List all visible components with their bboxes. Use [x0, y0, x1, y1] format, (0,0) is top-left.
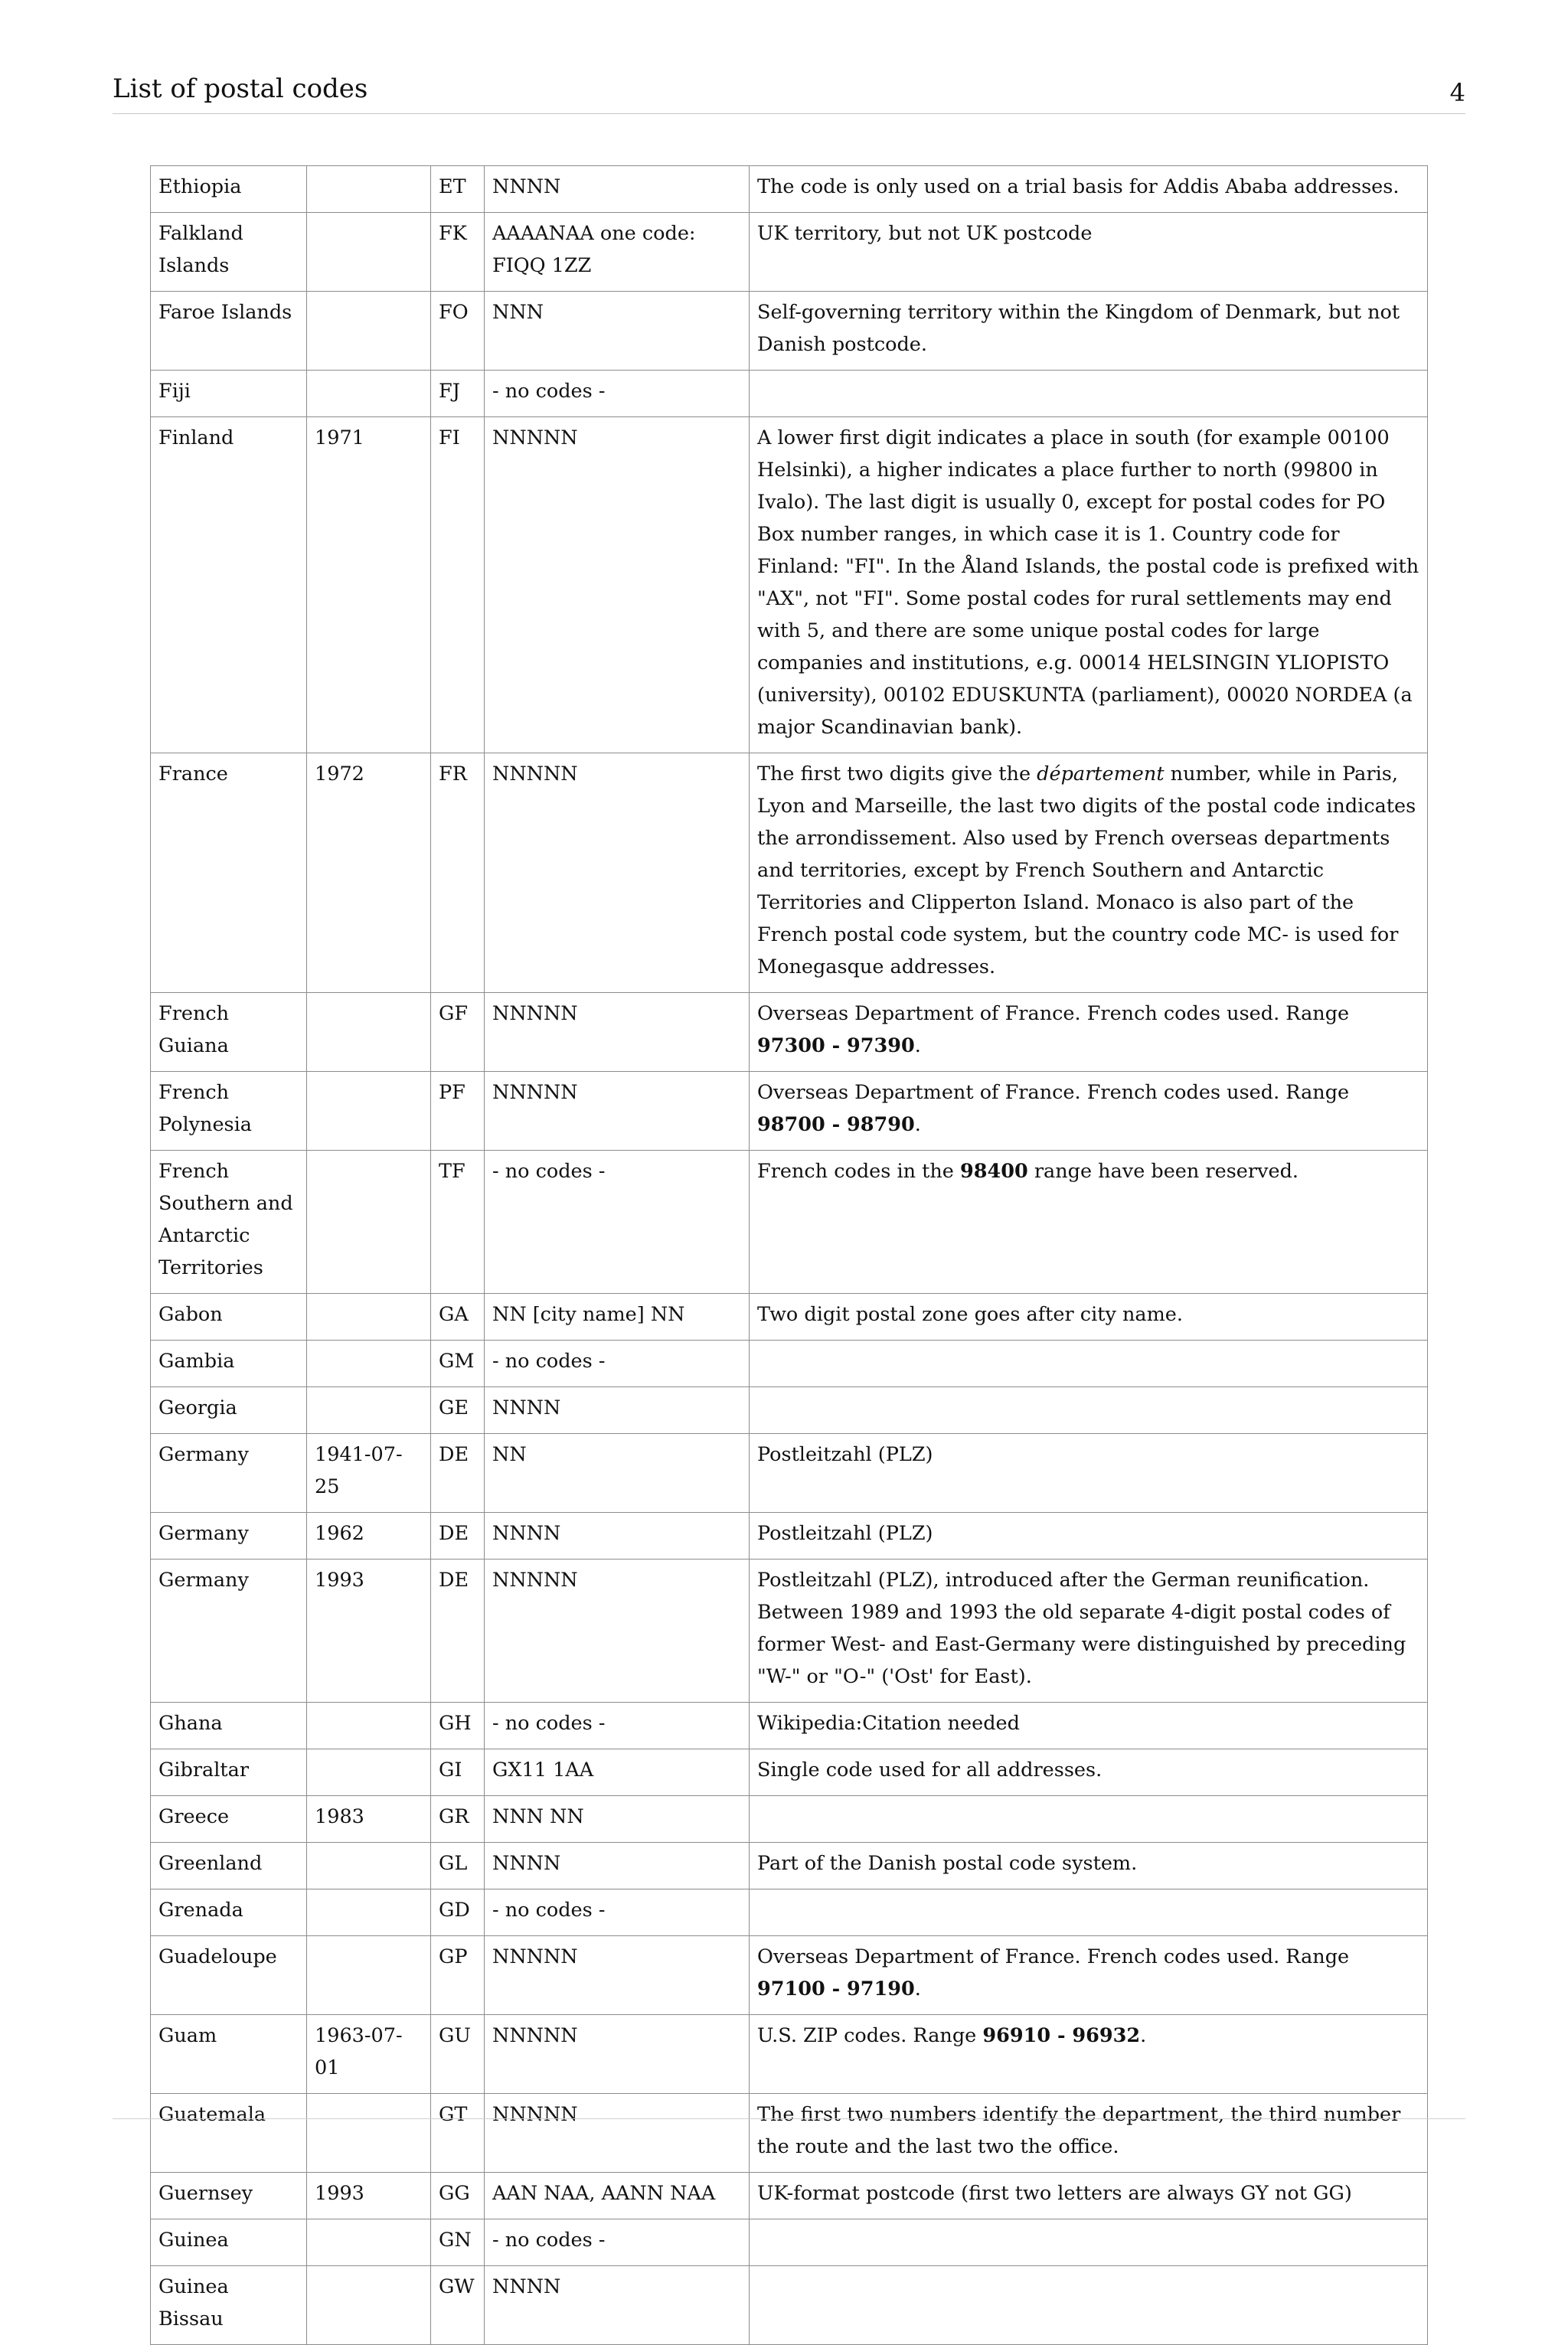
format-cell: NNNN [485, 166, 750, 213]
format-cell: GX11 1AA [485, 1749, 750, 1796]
date-cell: 1972 [307, 753, 431, 993]
date-cell [307, 993, 431, 1072]
iso-code-cell: TF [431, 1151, 485, 1294]
country-cell: Fiji [151, 371, 307, 417]
notes-text: . [1140, 2024, 1147, 2047]
iso-code-cell: GR [431, 1796, 485, 1843]
iso-code-cell: FK [431, 213, 485, 292]
table-row [151, 292, 1428, 371]
iso-code-cell: GW [431, 2266, 485, 2345]
date-cell [307, 1294, 431, 1341]
notes-text: The first two digits give the [757, 763, 1037, 785]
country-cell: Germany [151, 1560, 307, 1703]
table-row [151, 1843, 1428, 1889]
date-cell [307, 371, 431, 417]
country-cell: French Southern and Antarctic Territories [151, 1151, 307, 1294]
notes-text: UK territory, but not UK postcode [757, 222, 1093, 245]
notes-cell [750, 1513, 1428, 1560]
country-cell: Germany [151, 1513, 307, 1560]
table-row [151, 371, 1428, 417]
notes-text: The code is only used on a trial basis for Addis Ababa addresses. [757, 175, 1400, 198]
notes-text: Two digit postal zone goes after city name. [757, 1303, 1184, 1326]
table-row [151, 166, 1428, 213]
notes-bold-range: 97100 - 97190 [757, 1978, 915, 2000]
country-cell: Gibraltar [151, 1749, 307, 1796]
date-cell [307, 2219, 431, 2266]
format-cell: NNNN [485, 1843, 750, 1889]
date-cell [307, 1936, 431, 2015]
notes-text: The first two numbers identify the department, the third number the route and the last two the office. [757, 2103, 1401, 2158]
notes-cell [750, 1749, 1428, 1796]
notes-cell [750, 1151, 1428, 1294]
format-cell: NNNNN [485, 417, 750, 753]
postal-codes-table-body [151, 166, 1428, 2345]
format-cell: NNNNN [485, 1072, 750, 1151]
notes-bold-range: 97300 - 97390 [757, 1034, 915, 1057]
iso-code-cell: GN [431, 2219, 485, 2266]
date-cell [307, 1151, 431, 1294]
notes-cell [750, 2015, 1428, 2094]
table-row [151, 1513, 1428, 1560]
format-cell: NNNNN [485, 2015, 750, 2094]
country-cell: French Polynesia [151, 1072, 307, 1151]
notes-bold-range: 96910 - 96932 [982, 2024, 1141, 2047]
notes-text: number, while in Paris, Lyon and Marseille, the last two digits of the postal code indicates the arrondissement. Also used by French overseas departments and territories, except by French Southern and Antarctic Territories and Clipperton Island. Monaco is also part of the French postal code system, but the country code MC- is used for Monegasque addresses. [757, 763, 1416, 978]
iso-code-cell: GP [431, 1936, 485, 2015]
table-row [151, 1703, 1428, 1749]
format-cell: AAAANAA one code: FIQQ 1ZZ [485, 213, 750, 292]
notes-bold-range: 98400 [960, 1160, 1028, 1183]
notes-cell [750, 371, 1428, 417]
iso-code-cell: FO [431, 292, 485, 371]
date-cell: 1962 [307, 1513, 431, 1560]
notes-text: Part of the Danish postal code system. [757, 1852, 1138, 1875]
notes-cell [750, 166, 1428, 213]
notes-text: Overseas Department of France. French codes used. Range [757, 1002, 1350, 1025]
notes-cell [750, 1796, 1428, 1843]
table-row [151, 1889, 1428, 1936]
notes-cell [750, 1434, 1428, 1513]
notes-text: French codes in the [757, 1160, 960, 1183]
format-cell: - no codes - [485, 1341, 750, 1387]
notes-cell [750, 1072, 1428, 1151]
iso-code-cell: GM [431, 1341, 485, 1387]
notes-italic-term: département [1037, 763, 1165, 785]
date-cell [307, 1889, 431, 1936]
notes-text: Single code used for all addresses. [757, 1759, 1102, 1782]
country-cell: Falkland Islands [151, 213, 307, 292]
notes-text: . [914, 1113, 921, 1136]
notes-cell [750, 2173, 1428, 2219]
format-cell: NNNN [485, 2266, 750, 2345]
iso-code-cell: GI [431, 1749, 485, 1796]
table-row [151, 417, 1428, 753]
country-cell: Guernsey [151, 2173, 307, 2219]
country-cell: Guinea Bissau [151, 2266, 307, 2345]
notes-text: UK-format postcode (first two letters are always GY not GG) [757, 2182, 1352, 2205]
format-cell: NNNNN [485, 1936, 750, 2015]
notes-cell [750, 1294, 1428, 1341]
date-cell [307, 213, 431, 292]
iso-code-cell: DE [431, 1513, 485, 1560]
postal-codes-table [150, 165, 1428, 2345]
date-cell [307, 2094, 431, 2173]
table-row [151, 2219, 1428, 2266]
notes-cell [750, 753, 1428, 993]
table-row [151, 1387, 1428, 1434]
table-row [151, 1749, 1428, 1796]
table-row [151, 1072, 1428, 1151]
date-cell: 1993 [307, 1560, 431, 1703]
table-row [151, 753, 1428, 993]
notes-text: range have been reserved. [1027, 1160, 1298, 1183]
table-row [151, 1936, 1428, 2015]
date-cell [307, 1341, 431, 1387]
notes-cell [750, 1843, 1428, 1889]
format-cell: NNNNN [485, 1560, 750, 1703]
table-row [151, 2266, 1428, 2345]
format-cell: NNNN [485, 1387, 750, 1434]
iso-code-cell: ET [431, 166, 485, 213]
iso-code-cell: FI [431, 417, 485, 753]
format-cell: NN [city name] NN [485, 1294, 750, 1341]
page-title: List of postal codes [113, 73, 368, 104]
iso-code-cell: GT [431, 2094, 485, 2173]
date-cell: 1983 [307, 1796, 431, 1843]
table-row [151, 1434, 1428, 1513]
page-number: 4 [1449, 78, 1465, 107]
notes-cell [750, 1341, 1428, 1387]
notes-text: U.S. ZIP codes. Range [757, 2024, 983, 2047]
country-cell: Gabon [151, 1294, 307, 1341]
date-cell [307, 166, 431, 213]
iso-code-cell: GG [431, 2173, 485, 2219]
date-cell: 1993 [307, 2173, 431, 2219]
table-row [151, 2094, 1428, 2173]
table-row [151, 2015, 1428, 2094]
iso-code-cell: PF [431, 1072, 485, 1151]
date-cell: 1971 [307, 417, 431, 753]
iso-code-cell: GL [431, 1843, 485, 1889]
notes-bold-range: 98700 - 98790 [757, 1113, 915, 1136]
date-cell [307, 292, 431, 371]
table-row [151, 993, 1428, 1072]
format-cell: - no codes - [485, 2219, 750, 2266]
notes-text: A lower first digit indicates a place in south (for example 00100 Helsinki), a higher indicates a place further to north (99800 in Ivalo). The last digit is usually 0, except for postal codes for PO Box number ranges, in which case it is 1. Country code for Finland: "FI". In the Åland Islands, the postal code is prefixed with "AX", not "FI". Some postal codes for rural settlements may end with 5, and there are some unique postal codes for large companies and institutions, e.g. 00014 HELSINGIN YLIOPISTO (university), 00102 EDUSKUNTA (parliament), 00020 NORDEA (a major Scandinavian bank). [757, 426, 1419, 739]
date-cell [307, 1703, 431, 1749]
format-cell: NNNNN [485, 753, 750, 993]
country-cell: Guinea [151, 2219, 307, 2266]
date-cell [307, 1843, 431, 1889]
format-cell: NNNNN [485, 2094, 750, 2173]
notes-text: Wikipedia:Citation needed [757, 1712, 1020, 1735]
date-cell [307, 1387, 431, 1434]
country-cell: Greece [151, 1796, 307, 1843]
notes-cell [750, 1936, 1428, 2015]
country-cell: Georgia [151, 1387, 307, 1434]
format-cell: NNNN [485, 1513, 750, 1560]
notes-cell [750, 213, 1428, 292]
iso-code-cell: FJ [431, 371, 485, 417]
notes-cell [750, 2266, 1428, 2345]
date-cell [307, 2266, 431, 2345]
iso-code-cell: GD [431, 1889, 485, 1936]
iso-code-cell: GU [431, 2015, 485, 2094]
country-cell: Finland [151, 417, 307, 753]
notes-text: . [914, 1978, 921, 2000]
table-row [151, 1796, 1428, 1843]
format-cell: - no codes - [485, 1151, 750, 1294]
notes-text: Overseas Department of France. French codes used. Range [757, 1081, 1350, 1104]
format-cell: - no codes - [485, 1889, 750, 1936]
format-cell: NNN NN [485, 1796, 750, 1843]
iso-code-cell: FR [431, 753, 485, 993]
date-cell: 1941-07-25 [307, 1434, 431, 1513]
notes-cell [750, 993, 1428, 1072]
iso-code-cell: GH [431, 1703, 485, 1749]
country-cell: Greenland [151, 1843, 307, 1889]
notes-cell [750, 292, 1428, 371]
country-cell: Grenada [151, 1889, 307, 1936]
notes-cell [750, 2094, 1428, 2173]
table-row [151, 1560, 1428, 1703]
format-cell: - no codes - [485, 1703, 750, 1749]
country-cell: Gambia [151, 1341, 307, 1387]
notes-cell [750, 1387, 1428, 1434]
country-cell: Germany [151, 1434, 307, 1513]
table-row [151, 2173, 1428, 2219]
table-row [151, 1151, 1428, 1294]
format-cell: NNN [485, 292, 750, 371]
notes-text: . [914, 1034, 921, 1057]
table-row [151, 1341, 1428, 1387]
iso-code-cell: GE [431, 1387, 485, 1434]
notes-cell [750, 2219, 1428, 2266]
format-cell: - no codes - [485, 371, 750, 417]
notes-text: Overseas Department of France. French codes used. Range [757, 1945, 1350, 1968]
country-cell: Guam [151, 2015, 307, 2094]
iso-code-cell: GF [431, 993, 485, 1072]
notes-text: Self-governing territory within the Kingdom of Denmark, but not Danish postcode. [757, 301, 1400, 356]
date-cell: 1963-07-01 [307, 2015, 431, 2094]
footer-divider [113, 2118, 1465, 2119]
format-cell: AAN NAA, AANN NAA [485, 2173, 750, 2219]
country-cell: Ghana [151, 1703, 307, 1749]
date-cell [307, 1749, 431, 1796]
iso-code-cell: GA [431, 1294, 485, 1341]
page-header [113, 73, 1465, 114]
notes-text: Postleitzahl (PLZ) [757, 1443, 933, 1466]
country-cell: French Guiana [151, 993, 307, 1072]
format-cell: NN [485, 1434, 750, 1513]
country-cell: Guatemala [151, 2094, 307, 2173]
country-cell: France [151, 753, 307, 993]
notes-cell [750, 417, 1428, 753]
notes-cell [750, 1889, 1428, 1936]
iso-code-cell: DE [431, 1434, 485, 1513]
country-cell: Faroe Islands [151, 292, 307, 371]
table-row [151, 1294, 1428, 1341]
notes-text: Postleitzahl (PLZ), introduced after the German reunification. Between 1989 and 1993 the old separate 4-digit postal codes of former West- and East-Germany were distinguished by preceding "W-" or "O-" ('Ost' for East). [757, 1569, 1406, 1688]
notes-cell [750, 1703, 1428, 1749]
table-row [151, 213, 1428, 292]
iso-code-cell: DE [431, 1560, 485, 1703]
date-cell [307, 1072, 431, 1151]
notes-text: Postleitzahl (PLZ) [757, 1522, 933, 1545]
format-cell: NNNNN [485, 993, 750, 1072]
country-cell: Guadeloupe [151, 1936, 307, 2015]
notes-cell [750, 1560, 1428, 1703]
country-cell: Ethiopia [151, 166, 307, 213]
